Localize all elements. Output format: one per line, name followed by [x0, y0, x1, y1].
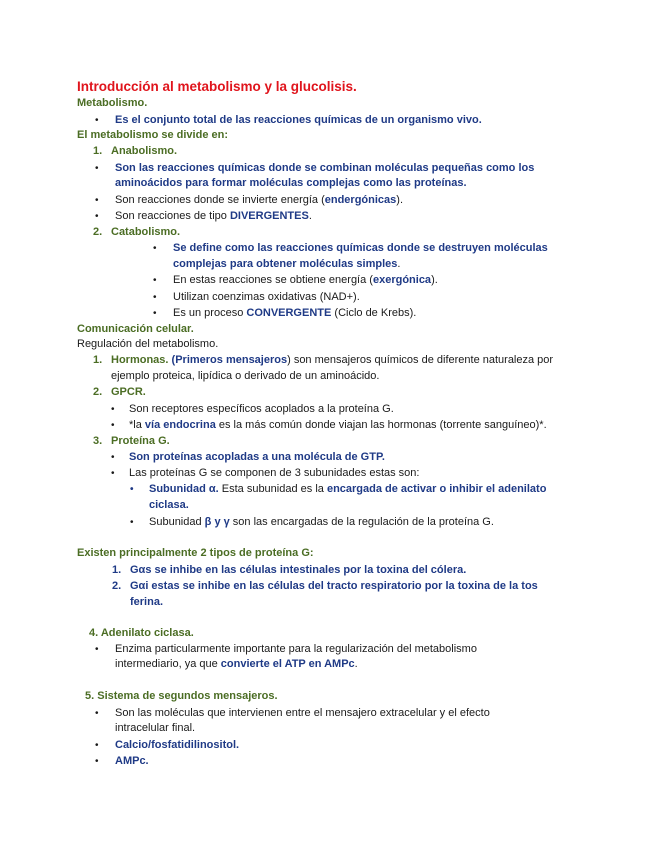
list-item: Son las moléculas que intervienen entre el mensajero extracelular y el efecto: [115, 707, 490, 719]
highlight-text: complejas para obtener moléculas simples: [173, 258, 398, 270]
text-span: son las encargadas de la regulación de la proteína G.: [229, 516, 494, 528]
text-line: Se define como las reacciones químicas donde se destruyen moléculas: [173, 242, 548, 254]
list-item: Enzima particularmente importante para la regularización del metabolismo: [115, 643, 477, 655]
highlight-text: DIVERGENTES: [229, 210, 309, 222]
bullet-icon: •: [130, 484, 134, 495]
list-item: [129, 418, 547, 432]
list-number: 3.: [93, 435, 103, 447]
list-item: [149, 515, 494, 529]
text-span: Son reacciones donde se invierte energía (: [115, 194, 325, 206]
text-span: *la: [129, 419, 145, 431]
bullet-icon: •: [130, 517, 134, 528]
list-item: [111, 353, 553, 367]
list-item: AMPc.: [115, 755, 149, 767]
text-span: .: [354, 658, 358, 670]
text-span: ).: [431, 274, 438, 286]
text-span: es la más común donde viajan las hormonas (torrente sanguíneo)*.: [215, 419, 547, 431]
section-heading-metabolismo: Metabolismo.: [77, 97, 148, 109]
text-span: intermediario, ya que: [115, 658, 221, 670]
list-item: Gαs se inhibe en las células intestinales por la toxina del cólera.: [130, 564, 467, 576]
text-span: Subunidad: [149, 516, 205, 528]
list-number: 2.: [93, 386, 103, 398]
text-line: ciclasa.: [149, 499, 189, 511]
list-item: [149, 482, 546, 496]
catabolismo-label: Catabolismo.: [111, 226, 181, 238]
text-line: ferina.: [130, 596, 164, 608]
bullet-icon: •: [95, 195, 99, 206]
text-span: Son reacciones de tipo: [115, 210, 230, 222]
definition-text: Es el conjunto total de las reacciones químicas de un organismo vivo.: [115, 114, 482, 126]
text-span: ).: [396, 194, 404, 206]
highlight-text: encargada de activar o inhibir el adenilato: [326, 483, 547, 495]
list-number: 2.: [93, 226, 103, 238]
text-span: (Ciclo de Krebs).: [331, 307, 417, 319]
subunit-alpha: Subunidad α.: [149, 483, 219, 495]
bullet-icon: •: [111, 404, 115, 415]
text-span: ) son mensajeros químicos de diferente naturaleza por: [287, 354, 554, 366]
list-item: Las proteínas G se componen de 3 subunidades estas son:: [129, 467, 420, 479]
list-item: [115, 209, 312, 223]
highlight-text: endergónicas: [324, 194, 397, 206]
list-item: [173, 306, 416, 320]
bullet-icon: •: [111, 468, 115, 479]
bullet-icon: •: [95, 644, 99, 655]
bullet-icon: •: [95, 115, 99, 126]
bullet-icon: •: [95, 708, 99, 719]
page-title: Introducción al metabolismo y la glucolisis.: [77, 79, 357, 94]
list-number: 1.: [112, 564, 122, 576]
anabolismo-label: Anabolismo.: [111, 145, 178, 157]
list-item: [115, 193, 403, 207]
bullet-icon: •: [95, 740, 99, 751]
text-span: .: [397, 258, 401, 270]
proteina-g-label: Proteína G.: [111, 435, 170, 447]
bullet-icon: •: [95, 163, 99, 174]
subheading: Regulación del metabolismo.: [77, 338, 219, 350]
list-item: [173, 273, 438, 287]
list-item: Calcio/fosfatidilinositol.: [115, 739, 240, 751]
text-line: [173, 257, 400, 271]
text-line: aminoácidos para formar moléculas complejas como las proteínas.: [115, 177, 467, 189]
list-number: 1.: [93, 354, 103, 366]
list-item: Utilizan coenzimas oxidativas (NAD+).: [173, 291, 360, 303]
text-span: .: [308, 210, 312, 222]
list-item: Gαi estas se inhibe en las células del tracto respiratorio por la toxina de la tos: [130, 580, 538, 592]
highlight-text: Primeros mensajeros: [175, 354, 288, 366]
bullet-icon: •: [153, 275, 157, 286]
section-heading-tipos: Existen principalmente 2 tipos de proteína G:: [77, 547, 314, 559]
section-heading-adenilato: 4. Adenilato ciclasa.: [89, 627, 194, 639]
bullet-icon: •: [95, 756, 99, 767]
section-heading-segundos-mensajeros: 5. Sistema de segundos mensajeros.: [85, 690, 278, 702]
text-line: ejemplo proteica, lipídica o derivado de un aminoácido.: [111, 370, 380, 382]
highlight-text: vía endocrina: [144, 419, 216, 431]
list-number: 2.: [112, 580, 122, 592]
text-span: (: [168, 354, 176, 366]
text-line: Son las reacciones químicas donde se combinan moléculas pequeñas como los: [115, 162, 535, 174]
highlight-text: exergónica: [372, 274, 432, 286]
gpcr-label: GPCR.: [111, 386, 146, 398]
text-span: Es un proceso: [173, 307, 247, 319]
subunit-beta-gamma: β y γ: [204, 516, 230, 528]
text-span: En estas reacciones se obtiene energía (: [173, 274, 373, 286]
highlight-text: convierte el ATP en AMPc: [220, 658, 355, 670]
list-item: [95, 113, 99, 128]
section-heading-divide: El metabolismo se divide en:: [77, 129, 228, 141]
bullet-icon: •: [153, 243, 157, 254]
bullet-icon: •: [111, 420, 115, 431]
list-item: Son proteínas acopladas a una molécula de GTP.: [129, 451, 385, 463]
section-heading-comunicacion: Comunicación celular.: [77, 323, 194, 335]
text-span: Esta subunidad es la: [218, 483, 327, 495]
list-number: 1.: [93, 145, 103, 157]
text-line: intracelular final.: [115, 722, 196, 734]
bullet-icon: •: [111, 452, 115, 463]
highlight-text: CONVERGENTE: [246, 307, 332, 319]
list-item: Son receptores específicos acoplados a la proteína G.: [129, 403, 394, 415]
text-line: [115, 657, 358, 671]
hormonas-label: Hormonas.: [111, 354, 169, 366]
bullet-icon: •: [153, 308, 157, 319]
bullet-icon: •: [153, 292, 157, 303]
bullet-icon: •: [95, 211, 99, 222]
